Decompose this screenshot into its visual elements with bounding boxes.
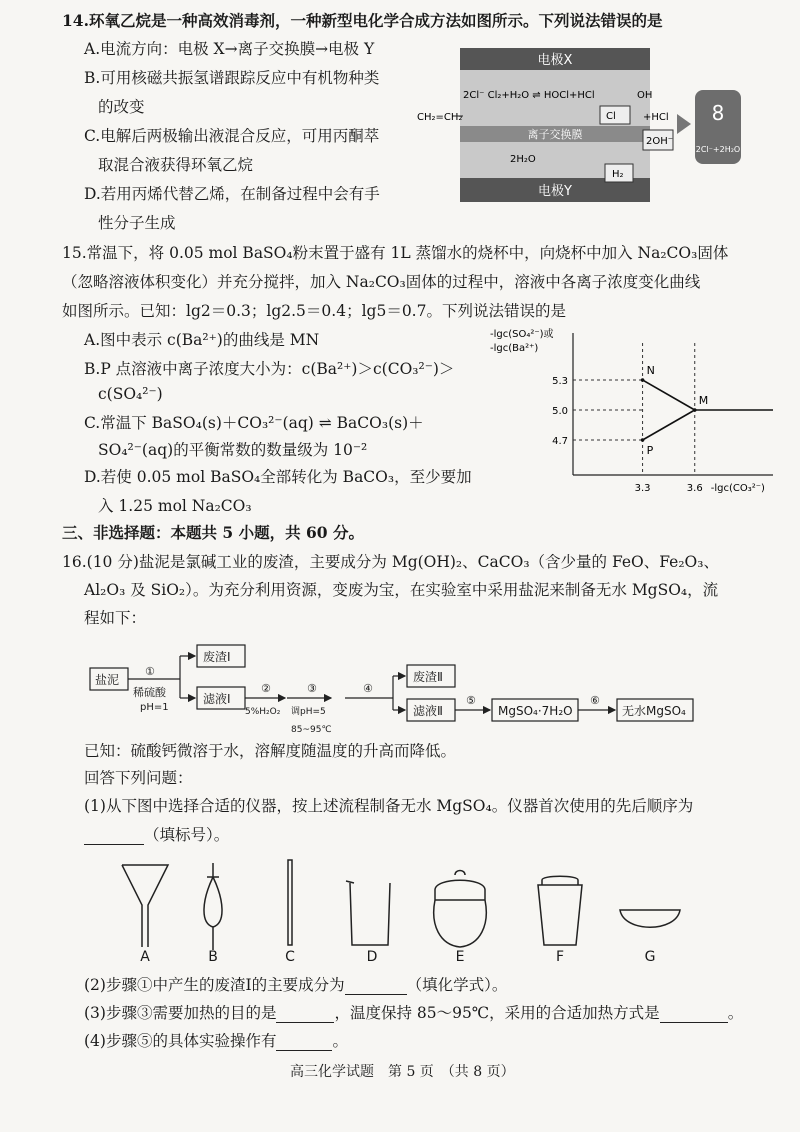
point-label-M: M (698, 394, 709, 407)
electrolysis-diagram (415, 38, 745, 218)
q15-option-d: D.若使 0.05 mol BaSO₄全部转化为 BaCO₃，至少要加 (84, 468, 472, 486)
oh-label: OH (637, 90, 653, 101)
instrument-labels (110, 945, 700, 969)
q16-sub1-line2 (84, 825, 229, 845)
answer-blank-3[interactable] (276, 1008, 334, 1023)
hydrogen-label: H₂ (612, 169, 624, 180)
label-instrument-f: F (555, 949, 565, 965)
section3-heading: 三、非选择题：本题共 5 小题，共 60 分。 (62, 523, 364, 542)
q14-option-b: B.可用核磁共振氢谱跟踪反应中有机物种类 (84, 69, 380, 87)
evaporating-dish-icon (620, 910, 680, 927)
label-start: 盐泥 (95, 673, 120, 687)
q15-option-b: B.P 点溶液中离子浓度大小为：c(Ba²⁺)＞c(CO₃²⁻)＞ (84, 360, 455, 378)
label-filtrate2: 滤液Ⅱ (413, 704, 443, 718)
q14-stem: 14.环氧乙烷是一种高效消毒剂，一种新型电化学合成方法如图所示。下列说法错误的是 (62, 11, 663, 30)
top-reaction: 2Cl⁻ Cl₂+H₂O ⇌ HOCl+HCl (463, 90, 595, 101)
q16-sub4-text: (4)步骤⑤的具体实验操作有 (84, 1032, 277, 1050)
q14-option-d: D.若用丙烯代替乙烯，在制备过程中会有手 (84, 185, 380, 203)
page-footer: 高三化学试题 第 5 页 （共 8 页） (290, 1064, 515, 1080)
label-instrument-g: G (644, 949, 656, 965)
q16-line3: 程如下： (84, 609, 147, 627)
label-waste2: 废渣Ⅱ (413, 670, 443, 684)
point-P (641, 438, 645, 442)
y-axis-label-1: -lgc(SO₄²⁻)或 (490, 329, 554, 340)
label-h2o2: 5%H₂O₂ (245, 707, 281, 717)
funnel-icon (122, 865, 168, 947)
q15-option-a: A.图中表示 c(Ba²⁺)的曲线是 MN (84, 331, 320, 349)
label-filtrate1: 滤液Ⅰ (203, 692, 231, 706)
answer-blank-1[interactable] (84, 830, 144, 845)
q15-option-d-cont: 入 1.25 mol Na₂CO₃ (98, 497, 252, 515)
series-line-NM (643, 380, 695, 410)
q16-sub3-tail: 。 (727, 1004, 744, 1022)
point-N (641, 378, 645, 382)
q16-sub2-tail: （填化学式）。 (406, 976, 508, 994)
label-instrument-a: A (140, 949, 150, 965)
label-ph1: pH=1 (140, 702, 169, 713)
q15-option-b-cont: c(SO₄²⁻) (98, 385, 163, 403)
water-label: 2H₂O (510, 154, 536, 165)
q16-answer-prompt: 回答下列问题： (84, 769, 193, 787)
answer-blank-5[interactable] (276, 1036, 332, 1051)
q16-known: 已知：硫酸钙微溶于水，溶解度随温度的升高而降低。 (84, 742, 457, 760)
glass-rod-icon (288, 860, 292, 945)
electrode-x-label: 电极X (537, 53, 573, 68)
x-tick-label-1: 3.6 (686, 483, 703, 494)
label-acid: 稀硫酸 (133, 686, 166, 699)
answer-blank-2[interactable] (345, 980, 407, 995)
label-instrument-c: C (285, 949, 295, 965)
step-2: ② (261, 682, 271, 695)
q16-sub3-text: (3)步骤③需要加热的目的是 (84, 1004, 277, 1022)
merge-arrow (677, 114, 691, 134)
ethylene-label: CH₂=CH₂ (417, 112, 463, 123)
membrane-label: 离子交换膜 (527, 128, 583, 141)
step-1: ① (145, 665, 155, 678)
x-axis-label: -lgc(CO₃²⁻) (710, 483, 765, 494)
point-label-N: N (646, 364, 655, 377)
step-5: ⑤ (466, 694, 476, 707)
label-instrument-b: B (208, 949, 218, 965)
crucible-furnace-icon (434, 871, 487, 948)
separatory-funnel-icon (204, 863, 222, 950)
label-waste1: 废渣Ⅰ (203, 650, 231, 664)
q16-sub4-tail: 。 (332, 1032, 348, 1050)
electrode-y-label: 电极Y (538, 184, 572, 199)
q15-line1: 15.常温下，将 0.05 mol BaSO₄粉末置于盛有 1L 蒸馏水的烧杯中，向烧杯中加入 Na₂CO₃固体 (62, 244, 729, 262)
hcl-label: +HCl (643, 112, 669, 123)
y-axis-label-2: -lgc(Ba²⁺) (490, 343, 539, 354)
q16-sub1-line2-text: （填标号）。 (144, 826, 230, 844)
answer-blank-4[interactable] (660, 1008, 728, 1023)
q14-option-c-cont: 取混合液获得环氧乙烷 (98, 156, 254, 174)
q15-option-c: C.常温下 BaSO₄(s)＋CO₃²⁻(aq) ⇌ BaCO₃(s)＋ (84, 414, 424, 432)
step-3: ③ (307, 682, 317, 695)
label-anhydrous: 无水MgSO₄ (622, 704, 686, 718)
label-adjust-ph: 调pH=5 (291, 707, 326, 717)
q15-line3: 如图所示。已知：lg2＝0.3；lg2.5＝0.4；lg5＝0.7。下列说法错误的是 (62, 302, 566, 320)
q16-sub3-mid: ，温度保持 85～95℃，采用的合适加热方式是 (334, 1004, 660, 1022)
series-line-PM (643, 410, 695, 440)
q14-option-b-cont: 的改变 (98, 98, 145, 116)
x-tick-label-0: 3.3 (634, 483, 651, 494)
beaker-icon (346, 881, 390, 945)
q16-sub1-line1: (1)从下图中选择合适的仪器，按上述流程制备无水 MgSO₄。仪器首次使用的先后顺序为 (84, 797, 694, 815)
q16-sub3 (84, 1003, 743, 1023)
step-4: ④ (363, 682, 373, 695)
q15-line2: （忽略溶液体积变化）并充分搅拌，加入 Na₂CO₃固体的过程中，溶液中各离子浓度变化曲线 (62, 273, 701, 291)
q16-sub4 (84, 1031, 348, 1051)
hydroxide-label: 2OH⁻ (646, 136, 674, 147)
product-ions-label: 2Cl⁻+2H₂O (695, 145, 741, 154)
label-instrument-d: D (366, 949, 378, 965)
q14-option-d-cont: 性分子生成 (98, 214, 176, 232)
process-flowchart (85, 640, 705, 740)
point-M (693, 408, 697, 412)
q16-sub2 (84, 975, 507, 995)
cl-label: Cl (606, 111, 616, 122)
q15-option-c-cont: SO₄²⁻(aq)的平衡常数的数量级为 10⁻² (98, 441, 368, 459)
step-6: ⑥ (590, 694, 600, 707)
q16-line2: Al₂O₃ 及 SiO₂）。为充分利用资源，变废为宝，在实验室中采用盐泥来制备无水 MgSO₄，流 (84, 581, 719, 599)
crucible-icon (538, 876, 582, 945)
q16-sub2-text: (2)步骤①中产生的废渣Ⅰ的主要成分为 (84, 976, 345, 994)
ion-concentration-chart (488, 325, 783, 525)
label-hydrate: MgSO₄·7H₂O (498, 704, 573, 718)
y-tick-label-1: 5.0 (552, 406, 568, 417)
q16-line1: 16.(10 分)盐泥是氯碱工业的废渣，主要成分为 Mg(OH)₂、CaCO₃（含少量的 FeO、Fe₂O₃、 (62, 553, 719, 571)
label-temp: 85~95℃ (291, 725, 332, 735)
point-label-P: P (646, 444, 654, 457)
y-tick-label-2: 5.3 (552, 376, 568, 387)
q14-option-c: C.电解后两极输出液混合反应，可用丙酮萃 (84, 127, 380, 145)
label-instrument-e: E (455, 949, 465, 965)
epoxide-icon: 8 (711, 101, 725, 125)
y-tick-label-0: 4.7 (552, 436, 568, 447)
q14-option-a: A.电流方向：电极 X→离子交换膜→电极 Y (84, 40, 375, 58)
